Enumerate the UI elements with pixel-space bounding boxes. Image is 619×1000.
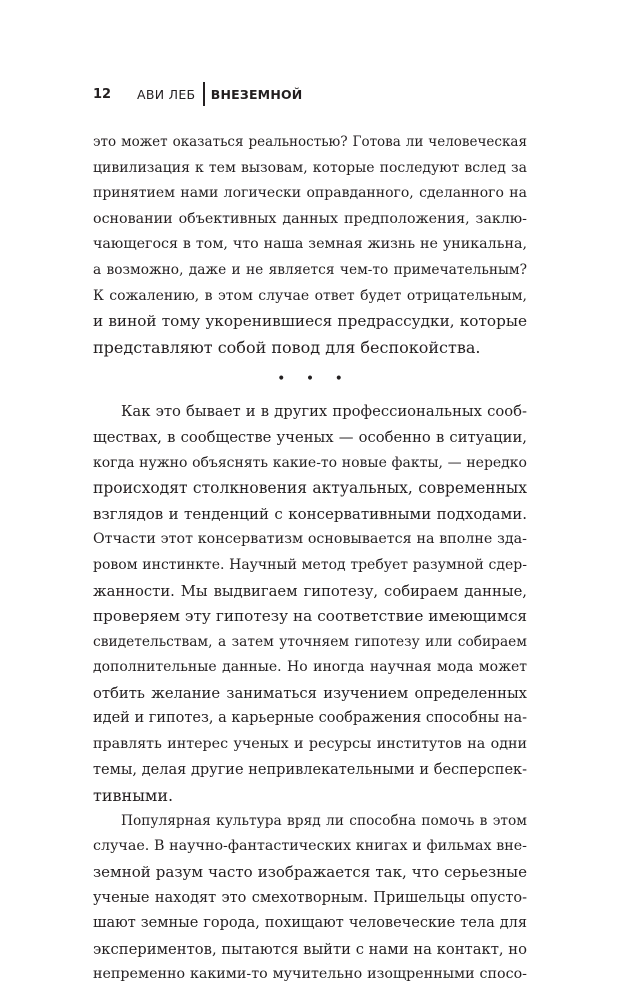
text-line: когда нужно объяснять какие-то новые факты, — нередко — [93, 454, 527, 471]
text-line: и виной тому укоренившиеся предрассудки, которые — [93, 312, 527, 331]
text-line: правлять интерес ученых и ресурсы институтов на одни — [93, 736, 527, 753]
body-text — [93, 130, 527, 988]
book-title: ВНЕЗЕМНОЙ — [210, 86, 303, 102]
text-line: жанности. Мы выдвигаем гипотезу, собираем данные, — [93, 582, 527, 600]
text-line: принятием нами логически оправданного, сделанного на — [93, 185, 527, 202]
text-line: Популярная культура вряд ли способна помочь в этом — [121, 812, 527, 829]
text-line: тивными. — [93, 786, 174, 806]
text-line: дополнительные данные. Но иногда научная мода может — [93, 659, 527, 676]
text-line: проверяем эту гипотезу на соответствие имеющимся — [93, 607, 527, 626]
text-line: взглядов и тенденций с консервативными подходами. — [93, 504, 527, 523]
paragraph-3 — [93, 809, 527, 988]
paragraph-1 — [93, 130, 527, 360]
text-line: это может оказаться реальностью? Готова ли человеческая — [93, 134, 527, 150]
text-line: цивилизация к тем вызовам, которые последуют вслед за — [93, 159, 527, 176]
text-line: шают земные города, похищают человеческие тела для — [93, 915, 527, 932]
text-line: Как это бывает и в других профессиональных сооб- — [121, 403, 527, 421]
text-line: идей и гипотез, а карьерные соображения способны на- — [93, 710, 527, 727]
text-line: К сожалению, в этом случае ответ будет отрицательным, — [93, 287, 527, 304]
text-line: а возможно, даже и не является чем-то примечательным? — [93, 261, 527, 278]
text-line: ученые находят это смехотворным. Пришельцы опусто- — [93, 889, 527, 906]
text-line: экспериментов, пытаются выйти с нами на контакт, но — [93, 940, 527, 958]
text-line: Отчасти этот консерватизм основывается на вполне зда- — [93, 531, 527, 548]
text-line: ществах, в сообществе ученых — особенно в ситуации, — [93, 428, 527, 446]
text-line: свидетельствам, а затем уточняем гипотезу или собираем — [93, 633, 527, 650]
text-line: ровом инстинкте. Научный метод требует разумной сдер- — [93, 556, 527, 573]
paragraph-2 — [93, 399, 527, 809]
text-line: отбить желание заниматься изучением определенных — [93, 684, 527, 702]
section-separator: • • • — [277, 371, 351, 388]
text-line: чающегося в том, что наша земная жизнь не уникальна, — [93, 236, 527, 253]
text-line: земной разум часто изображается так, что серьезные — [93, 863, 527, 882]
running-header — [93, 82, 302, 106]
text-line: непременно какими-то мучительно изощренными спосо- — [93, 966, 527, 983]
author-name: АВИ ЛЕБ — [137, 86, 196, 102]
text-line: темы, делая другие непривлекательными и бесперспек- — [93, 761, 527, 778]
text-line: представляют собой повод для беспокойства. — [93, 337, 481, 357]
page-number: 12 — [93, 86, 112, 102]
text-line: происходят столкновения актуальных, современных — [93, 479, 527, 498]
text-line: основании объективных данных предположения, заклю- — [93, 210, 527, 227]
text-line: случае. В научно-фантастических книгах и фильмах вне- — [93, 838, 527, 855]
